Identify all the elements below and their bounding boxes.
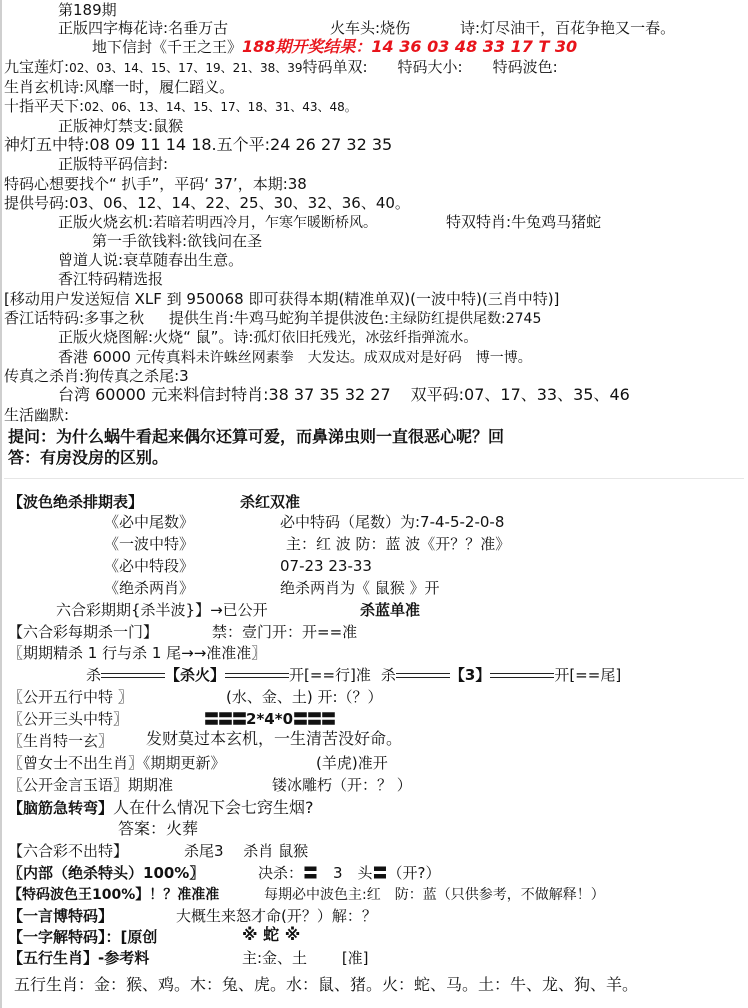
envelope-line [92, 38, 577, 56]
inner-label: 〖内部（绝杀特头）100%〗 [8, 864, 205, 882]
taiwan-zodiac-label: 特肖: [231, 385, 269, 404]
five-flat-label: 五个平: [216, 135, 271, 154]
ten-fingers-numbers: 02、06、13、14、15、17、18、31、43、48。 [84, 100, 357, 114]
train-label: 火车头: [330, 19, 381, 37]
section-divider [4, 478, 744, 479]
riddle-question: 人在什么情况下会七窍生烟? [113, 798, 314, 817]
provide-zodiac-value: 牛鸡马蛇狗羊 [233, 309, 324, 327]
result-label: 188期开奖结果： [242, 37, 372, 56]
humor-question: 提问：为什么蜗牛看起来偶尔还算可爱，而鼻涕虫则一直很恶心呢？回 [8, 427, 505, 446]
first-line-value: 欲钱问在圣 [187, 232, 263, 250]
kill-prefix: 杀 [86, 666, 102, 684]
golden-words-label: 〖公开金言玉语〗期期准 [8, 776, 174, 794]
zodiac-one-label: 〖生肖特一玄〗 [8, 732, 114, 750]
double-zodiac-label: 特双特肖: [446, 213, 512, 231]
one-char-label: 【一字解特码】：[原创 [8, 928, 158, 946]
one-char-value: ※ 蛇 ※ [242, 925, 301, 944]
once-said-label: 曾道人说: [58, 251, 124, 269]
first-line-label: 第一手欲钱料: [92, 232, 188, 250]
wave-king-label: 【特码波色王100%】！？准准准 [8, 887, 220, 903]
hk-true-value: 未许蛛丝网素拳 大发达。成双成对是好码 博一博。 [195, 350, 532, 366]
kill-fire-line [86, 666, 621, 684]
riddle-line [8, 799, 314, 817]
fax-kill-line [4, 367, 189, 385]
fire-mystery-line [58, 213, 377, 232]
golden-words-value: 镂冰雕朽（开：？ ） [272, 776, 412, 794]
kill-tail-tag: 【3】 [449, 666, 491, 684]
riddle-answer-line [118, 820, 198, 838]
one-wave-label: 《一波中特》 [104, 535, 195, 553]
provide-line [4, 194, 410, 212]
hk-words-value: 多事之秋 [84, 309, 145, 327]
result-numbers: 14 36 03 48 33 17 T 30 [371, 37, 578, 56]
fire-mystery-value: 若暗若明西冷月，乍寒乍暖断桥风。 [153, 215, 378, 231]
bar-right: 〓〓〓 [293, 710, 336, 728]
taiwan-text: 台湾 60000 元来料信封 [58, 385, 232, 404]
riddle-answer: 火葬 [166, 819, 199, 838]
must-tail-label: 《必中尾数》 [104, 513, 195, 531]
fax-kill-label: 传真之杀肖: [4, 367, 85, 385]
five-flat-numbers: 24 26 27 32 35 [270, 135, 393, 154]
five-zodiac-label: 【五行生肖】-参考料 [8, 949, 150, 967]
kill-two-label: 《绝杀两肖》 [104, 579, 195, 597]
plum-poem-label: 正版四字梅花诗: [58, 19, 169, 37]
must-tail-value: 必中特码（尾数）为:7-4-5-2-0-8 [280, 513, 505, 531]
envelope-label: 地下信封《千王之王》 [92, 38, 243, 56]
taiwan-flat-label: 双平码: [410, 385, 465, 404]
humor-answer: 答：有房没房的区别。 [8, 448, 169, 467]
sms-line: [移动用户发送短信 XLF 到 950068 即可获得本期(精准单双)(一波中特)(三肖中特)] [4, 290, 560, 308]
taboo-value: 鼠猴 [153, 117, 184, 135]
provide-zodiac-label: 提供生肖: [168, 309, 234, 327]
lamp-numbers: 08 09 11 14 18. [89, 135, 217, 154]
kill-door-value: 禁：壹门开：开==准 [212, 623, 358, 641]
finder-value: 38 [287, 175, 307, 193]
train-value: 烧伤 [380, 19, 411, 37]
kill-fire-tag: 【杀火】 [165, 666, 226, 684]
fire-picture-label: 正版火烧图解: [58, 328, 154, 346]
wave-king-value: 每期必中波色主:红 防：蓝（只供参考，不做解释！） [264, 887, 605, 903]
ms-zeng-label: 〖曾女士不出生肖〗《期期更新》 [8, 754, 226, 772]
zodiac-poem-label: 生肖玄机诗: [4, 78, 85, 96]
five-zodiac-value: 主:金、土 [准] [242, 949, 369, 967]
taiwan-numbers: 38 37 35 32 27 [268, 385, 391, 404]
kill-door-label: 【六合彩每期杀一门】 [8, 623, 159, 641]
tail-value: 2745 [505, 311, 542, 327]
double-zodiac-value: 牛兔鸡马猪蛇 [511, 213, 602, 231]
double-rule [225, 673, 289, 678]
left-border [0, 0, 2, 1008]
lamp-line [4, 136, 392, 154]
bar-left: 〓〓〓 [204, 710, 247, 728]
five-element-value: (水、金、土) 开:（？） [226, 688, 383, 706]
zodiac-one-value: 发财莫过本玄机，一生清苦没好命。 [146, 729, 403, 748]
riddle-answer-label: 答案： [118, 819, 167, 838]
flat-letter: 正版特平码信封: [58, 155, 169, 173]
hk-true-text: 香港 6000 元传真料 [58, 348, 196, 366]
elements-list: 五行生肖：金：猴、鸡。木：兔、虎。水：鼠、猪。火：蛇、马。土：牛、龙、狗、羊。 [14, 975, 639, 994]
riddle-label: 【脑筋急转弯】 [8, 799, 114, 817]
lamp-label: 神灯五中特: [4, 135, 90, 154]
issue-number: 第189期 [58, 1, 117, 19]
taboo-label: 正版神灯禁支: [58, 117, 154, 135]
fire-picture-poem-label: 诗: [233, 328, 254, 346]
must-section-label: 《必中特段》 [104, 557, 195, 575]
ten-fingers-label: 十指平天下: [4, 97, 85, 115]
zodiac-poem-value: 风靡一时，履仁蹈义。 [84, 78, 235, 96]
taiwan-line [58, 386, 630, 404]
inner-value: 决杀：〓 3 头〓（开?） [258, 864, 441, 882]
color-table-label: 【波色绝杀排期表】 [8, 493, 144, 511]
zodiac-poem-line [4, 78, 234, 96]
humor-label: 生活幽默: [4, 406, 70, 424]
ms-zeng-value: (羊虎)准开 [316, 754, 388, 772]
double-rule [490, 673, 554, 678]
ten-fingers-line [4, 97, 357, 116]
no-show-label: 【六合彩不出特】 [8, 842, 129, 860]
five-element-label: 〖公开五行中特 〗 [8, 688, 133, 706]
double-rule [101, 673, 165, 678]
taboo-line [58, 117, 183, 135]
half-wave-label: 六合彩期期{杀半波}】→已公开 [56, 601, 268, 619]
seven-poem-line [460, 19, 675, 37]
one-word-label: 【一言博特码】 [8, 907, 114, 925]
color-table-title: 杀红双准 [240, 493, 301, 511]
seven-poem-value: 灯尽油干，百花争艳又一春。 [480, 19, 676, 37]
first-line [92, 232, 262, 250]
plum-poem-value: 名垂万古 [168, 19, 229, 37]
finder-line [4, 175, 307, 193]
fire-picture-line [58, 328, 477, 347]
provide-label: 提供号码: [4, 194, 70, 212]
three-tail-line [204, 710, 335, 728]
one-word-value: 大概生来怒才命(开？）解：？ [176, 907, 377, 925]
taiwan-flat-numbers: 07、17、33、35、46 [464, 385, 630, 404]
lotus-tail: 特码单双: 特码大小: 特码波色: [302, 58, 558, 76]
must-section-value: 07-23 23-33 [280, 557, 372, 575]
lotus-line [4, 58, 558, 77]
hk-words-label: 香江话特码: [4, 309, 85, 327]
seven-poem-label: 诗: [460, 19, 481, 37]
double-rule [396, 673, 450, 678]
once-said-line [58, 251, 243, 269]
one-wave-value: 主：红 波 防：蓝 波《开？？准》 [286, 535, 511, 553]
no-show-value: 杀尾3 杀肖 鼠猴 [184, 842, 309, 860]
tail-label: 主绿防红提供尾数: [389, 311, 506, 327]
lotus-numbers: 02、03、14、15、17、19、21、38、39 [69, 61, 303, 75]
fire-picture-poem: 孤灯依旧托残光，冰弦纤指弹流水。 [253, 330, 478, 346]
fax-kill-value: 狗传真之杀尾:3 [84, 367, 189, 385]
train-line [330, 19, 410, 37]
plum-poem-line [58, 19, 228, 37]
three-tail-label: 〖公开三头中特〗 [8, 710, 129, 728]
kill-two-value: 绝杀两肖为《 鼠猴 》开 [280, 579, 440, 597]
kill-tail-prefix: 杀 [380, 666, 396, 684]
fire-mystery-label: 正版火烧玄机: [58, 213, 154, 231]
open-row-text: 开[==行]准 [289, 666, 371, 684]
hk-words-line [4, 309, 541, 328]
once-said-value: 衰草随春出生意。 [123, 251, 244, 269]
provide-numbers: 03、06、12、14、22、25、30、32、36、40。 [69, 194, 410, 212]
finder-text: 特码心想要找个“ 扒手”，平码‘ 37’，本期: [4, 175, 288, 193]
fire-picture-value: 火烧“ 鼠”。 [153, 328, 234, 346]
provide-color-label: 提供波色: [323, 309, 389, 327]
half-wave-title: 杀蓝单准 [360, 601, 421, 619]
kill-row-label: 〖期期精杀 1 行与杀 1 尾→→准准准〗 [8, 644, 267, 662]
open-tail-text: 开[==尾] [554, 666, 622, 684]
three-tail-value: 2*4*0 [246, 710, 294, 728]
hk-select-title: 香江特码精选报 [58, 270, 164, 288]
double-zodiac-line [446, 213, 601, 231]
lotus-label: 九宝莲灯: [4, 58, 70, 76]
hk-true-line [58, 348, 532, 367]
